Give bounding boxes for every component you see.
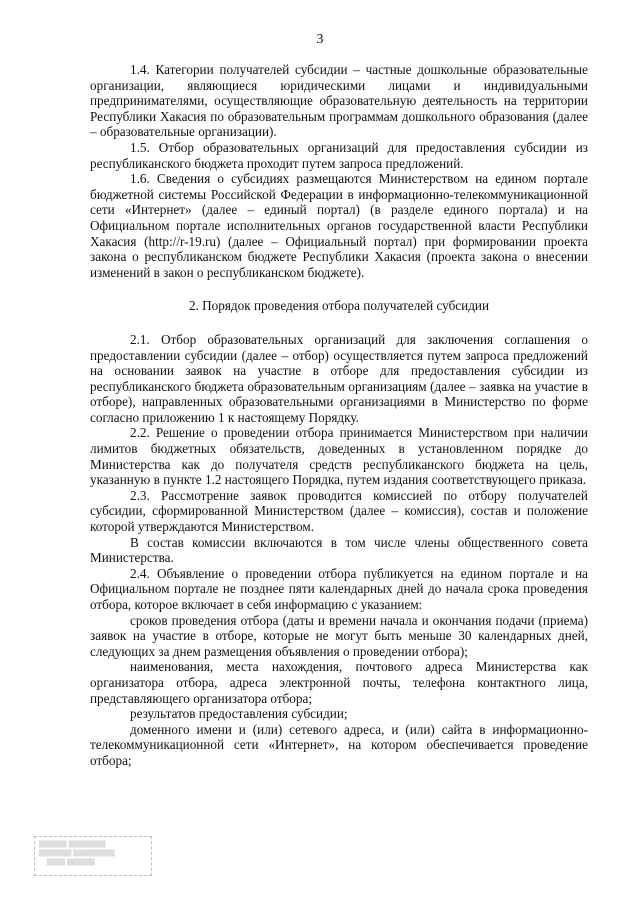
paragraph-1-6: 1.6. Сведения о субсидиях размещаются Министерством на едином портале бюджетной системы Российской Федерации в информационно-телекоммуникационной сети «Интернет» (далее – единый портал) (в разделе единого портала) и на Официальном портале исполнительных органов государственной власти Республики Хакасия (http://r-19.ru) (далее – Официальный портал) при формировании проекта закона о республиканском бюджете Республики Хакасия (проекта закона о внесении изменений в закон о республиканском бюджете). [90,171,588,280]
paragraph-2-4-terms: сроков проведения отбора (даты и времени начала и окончания подачи (приема) заявок на участие в отборе, которые не могут быть меньше 30 календарных дней, следующих за днем размещения объявления о проведении отбора); [90,612,588,659]
stamp-line: ▒▒▒▒▒▒▒ ▒▒▒▒▒▒▒▒▒ [39,850,115,857]
stamp-line: ▒▒▒▒▒▒ ▒▒▒▒▒▒▒▒ [39,841,106,848]
document-body [90,62,588,769]
stamp-line: ▒▒▒▒ ▒▒▒▒▒▒ [39,859,95,866]
paragraph-2-3: 2.3. Рассмотрение заявок проводится комиссией по отбору получателей субсидии, сформированной Министерством (далее – комиссия), состав и положение которой утверждаются Министерством. [90,487,588,535]
paragraph-2-2: 2.2. Решение о проведении отбора принимается Министерством при наличии лимитов бюджетных обязательств, доведенных в установленном порядке до Министерства как до получателя средств республиканского бюджета на цель, указанную в пункте 1.2 настоящего Порядка, путем издания соответствующего приказа. [90,425,588,488]
page-number: 3 [316,32,324,47]
paragraph-2-4: 2.4. Объявление о проведении отбора публикуется на едином портале и на Официальном портале не позднее пяти календарных дней до начала срока проведения отбора, которое включает в себя информацию с указанием: [90,565,588,612]
paragraph-2-4-results: результатов предоставления субсидии; [130,706,348,722]
paragraph-2-4-domain: доменного имени и (или) сетевого адреса, и (или) сайта в информационно-телекоммуникационной сети «Интернет», на котором обеспечивается проведение отбора; [90,721,588,768]
spacer [90,280,588,298]
paragraph-1-4: 1.4. Категории получателей субсидии – частные дошкольные образовательные организации, являющиеся юридическими лицами и индивидуальными предпринимателями, осуществляющие образовательную деятельность на территории Республики Хакасия по образовательным программам дошкольного образования (далее – образовательные организации). [90,62,588,140]
registration-stamp-image [34,836,152,876]
paragraph-1-5: 1.5. Отбор образовательных организаций для предоставления субсидии из республиканского бюджета проходит путем запроса предложений. [90,139,588,171]
paragraph-2-3-commission: В состав комиссии включаются в том числе члены общественного совета Министерства. [90,534,588,566]
spacer [90,314,588,332]
section-2-heading: 2. Порядок проведения отбора получателей субсидии [188,298,490,314]
paragraph-2-1: 2.1. Отбор образовательных организаций для заключения соглашения о предоставлении субсидии (далее – отбор) осуществляется путем запроса предложений на основании заявок на участие в отборе для предоставления субсидии из республиканского бюджета образовательным организациям (далее – заявка на участие в отборе), направленных образовательными организациями в Министерство по форме согласно приложению 1 к настоящему Порядку. [90,331,588,425]
paragraph-2-4-organizer: наименования, места нахождения, почтового адреса Министерства как организатора отбора, адреса электронной почты, телефона контактного лица, представляющего организатора отбора; [90,659,588,706]
